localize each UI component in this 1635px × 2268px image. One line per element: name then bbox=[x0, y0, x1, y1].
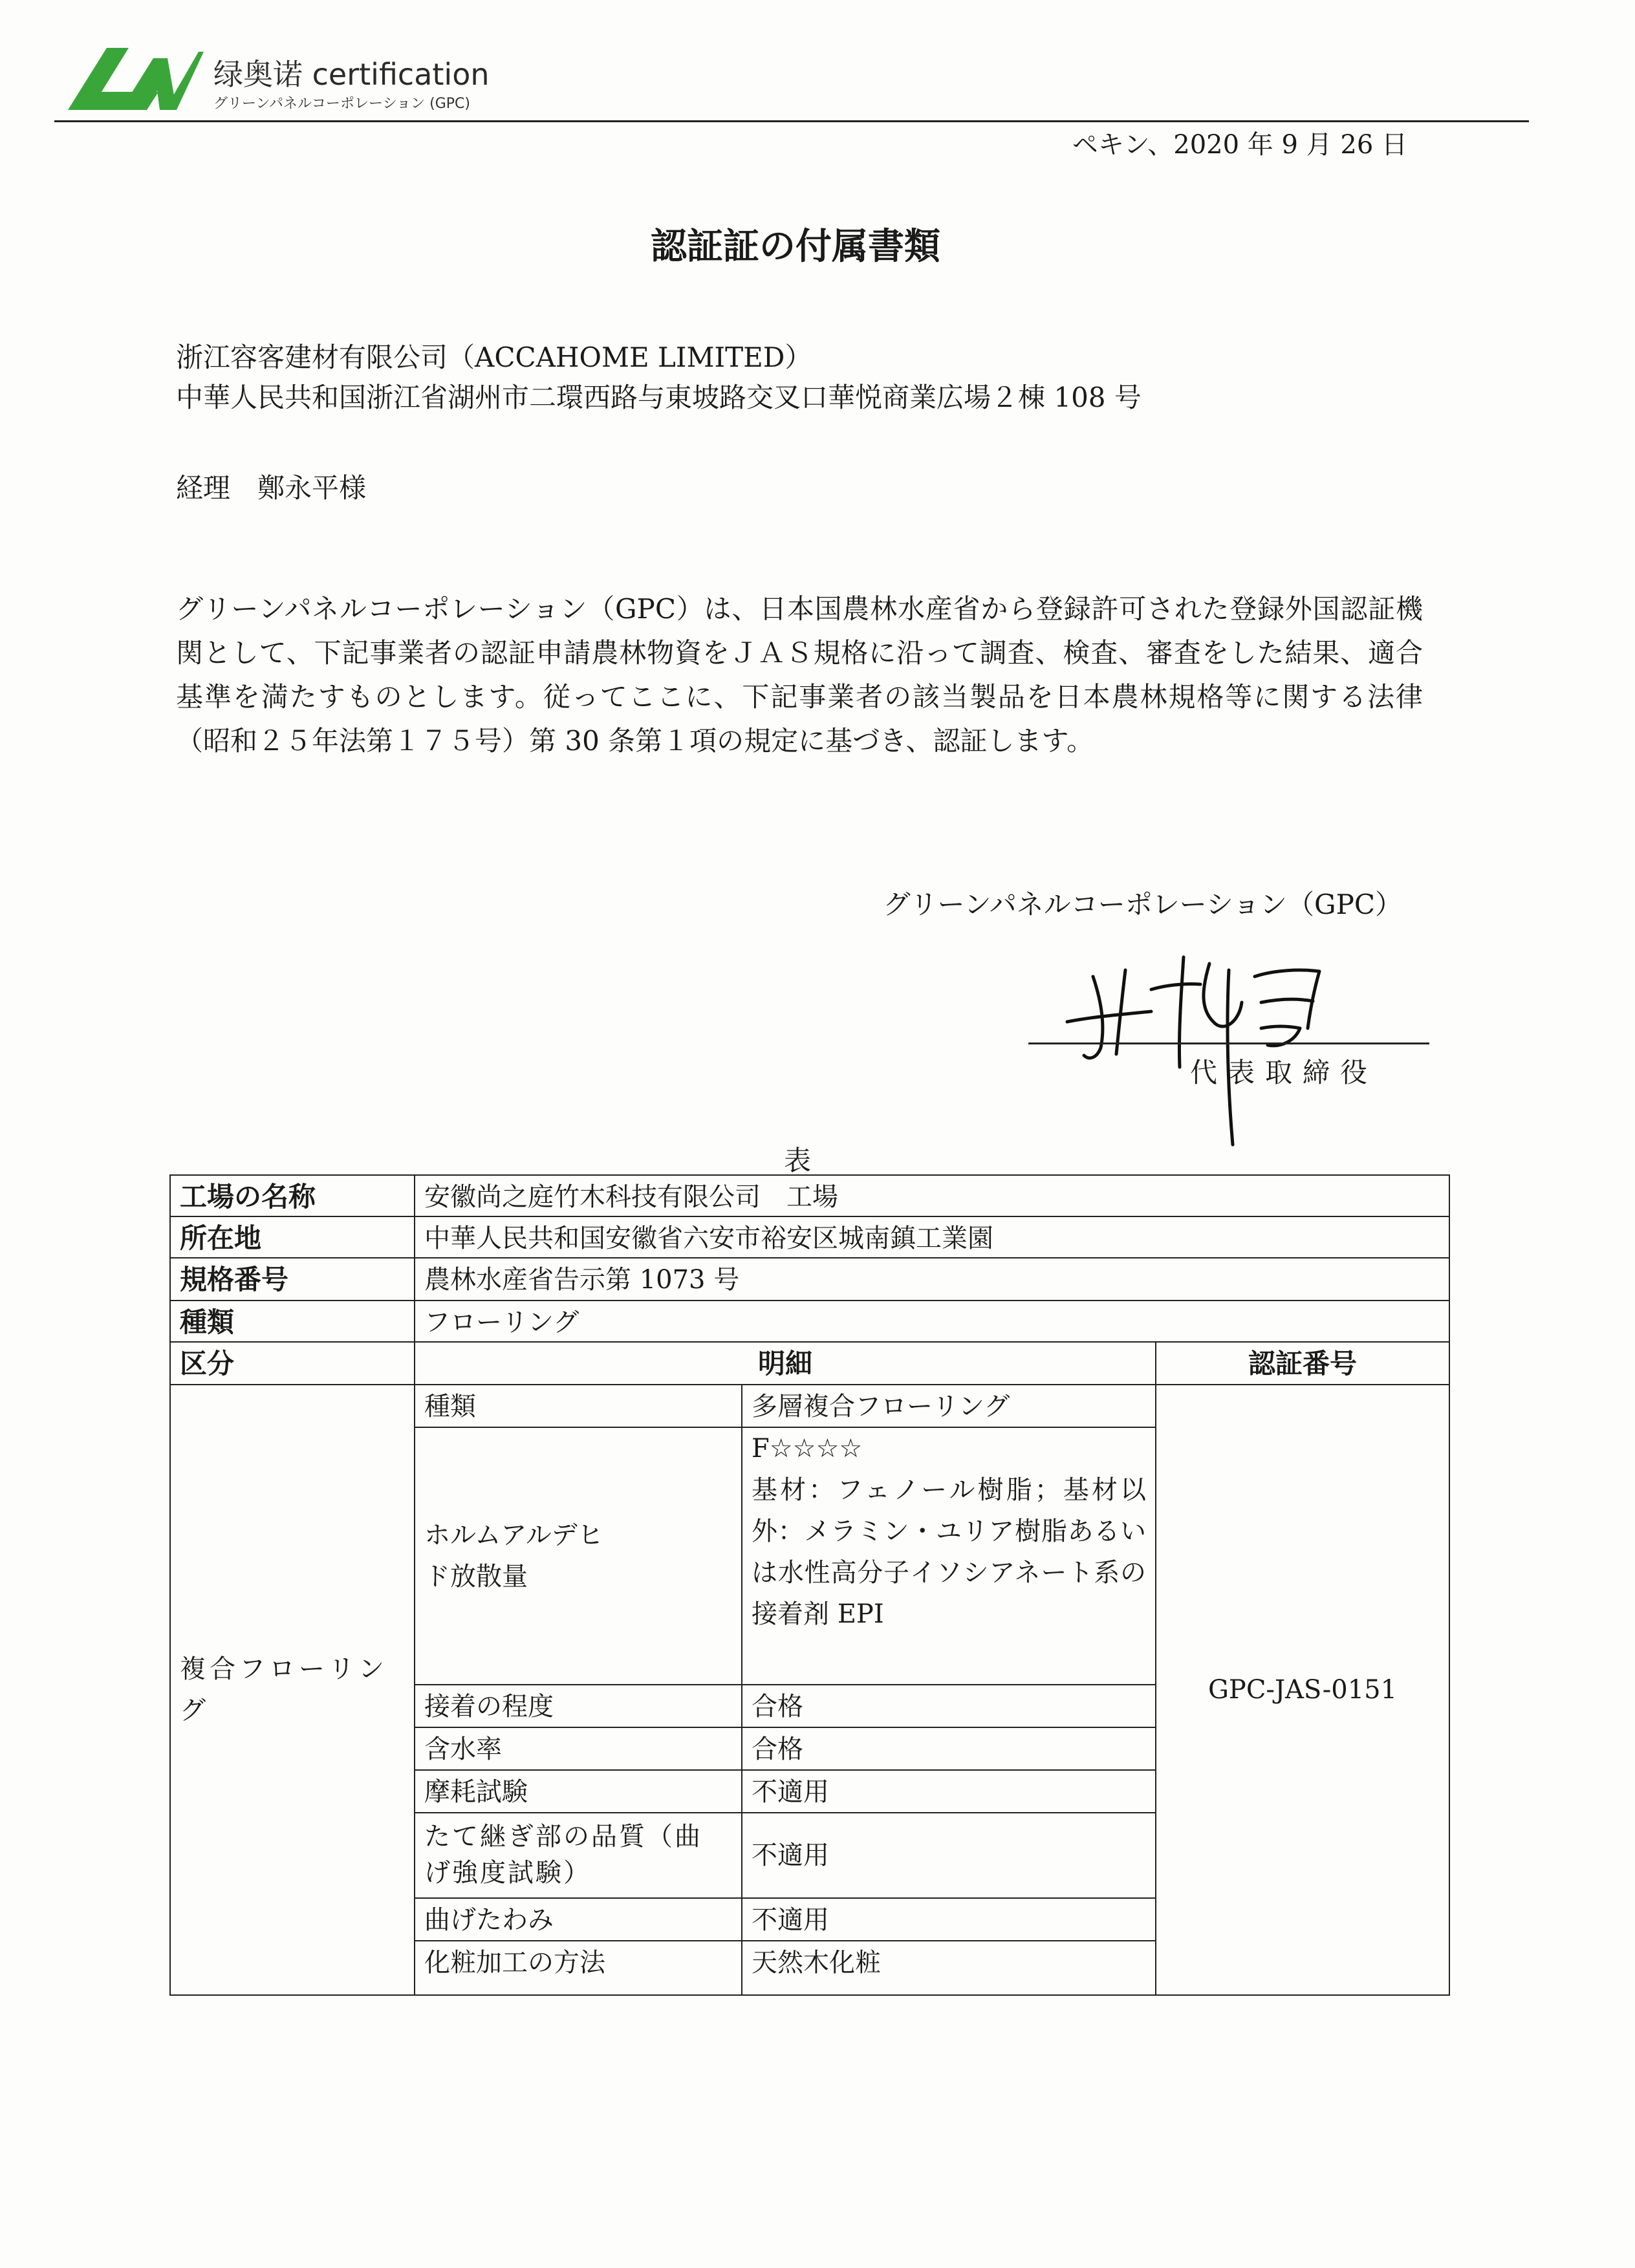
header-divider bbox=[54, 120, 1529, 122]
logo-subtitle: グリーンパネルコーポレーション (GPC) bbox=[213, 96, 470, 112]
detail-item: 曲げたわみ bbox=[414, 1897, 742, 1941]
standard-no-label: 規格番号 bbox=[169, 1257, 415, 1301]
cert-number-value: GPC-JAS-0151 bbox=[1207, 1675, 1398, 1705]
logo-text-en: certification bbox=[312, 57, 490, 92]
handwritten-signature bbox=[1054, 931, 1416, 1151]
location-label: 所在地 bbox=[169, 1216, 415, 1258]
detail-item-cell bbox=[414, 1812, 742, 1899]
signing-organization: グリーンパネルコーポレーション（GPC） bbox=[883, 889, 1402, 920]
gpc-logo-mark bbox=[61, 40, 204, 118]
factory-name-value: 安徽尚之庭竹木科技有限公司 工場 bbox=[414, 1174, 1450, 1217]
detail-item: 接着の程度 bbox=[414, 1684, 742, 1728]
detail-value: 不適用 bbox=[752, 1841, 829, 1870]
logo-text-cn: 绿奥诺 bbox=[213, 57, 303, 92]
cert-number-value-cell bbox=[1155, 1384, 1450, 1996]
issue-date: ペキン、2020 年 9 月 26 日 bbox=[1072, 130, 1407, 160]
logo-wordmark bbox=[213, 57, 490, 92]
detail-value: 多層複合フローリング bbox=[741, 1384, 1156, 1428]
document-title: 認証証の付属書類 bbox=[651, 226, 940, 268]
signature-line bbox=[1028, 1042, 1429, 1044]
formaldehyde-adhesive: 基材：フェノール樹脂；基材以外：メラミン・ユリア樹脂あるいは水性高分子イソシアネート系の接着剤 EPI bbox=[752, 1475, 1146, 1629]
type-value: フローリング bbox=[414, 1300, 1450, 1343]
detail-item: たて継ぎ部の品質（曲げ強度試験） bbox=[424, 1822, 702, 1888]
details-header: 明細 bbox=[414, 1341, 1156, 1385]
detail-item: ホルムアルデヒド放散量 bbox=[424, 1520, 603, 1592]
formaldehyde-value-cell bbox=[741, 1427, 1156, 1685]
recipient-company: 浙江容客建材有限公司（ACCAHOME LIMITED） bbox=[176, 341, 812, 373]
detail-value-cell bbox=[741, 1812, 1156, 1899]
detail-item: 摩耗試験 bbox=[414, 1769, 742, 1813]
standard-no-value: 農林水産省告示第 1073 号 bbox=[414, 1257, 1450, 1301]
detail-item: 種類 bbox=[414, 1384, 742, 1428]
detail-item: 化粧加工の方法 bbox=[414, 1940, 742, 1996]
cert-number-header: 認証番号 bbox=[1155, 1341, 1450, 1385]
recipient-address: 中華人民共和国浙江省湖州市二環西路与東坡路交叉口華悦商業広場２棟 108 号 bbox=[176, 382, 1142, 413]
recipient-addressee: 経理 鄭永平様 bbox=[176, 472, 367, 504]
formaldehyde-grade: F☆☆☆☆ bbox=[752, 1434, 863, 1463]
detail-value: 天然木化粧 bbox=[741, 1940, 1156, 1996]
category-header: 区分 bbox=[169, 1341, 415, 1385]
certification-statement: グリーンパネルコーポレーション（GPC）は、日本国農林水産省から登録許可された登録外国認証機関として、下記事業者の認証申請農林物資をＪＡＳ規格に沿って調査、検査、審査をした結果、適合基準を満たすものとします。従ってここに、下記事業者の該当製品を日本農林規格等に関する法律（昭和２５年法第１７５号）第 30 条第１項の規定に基づき、認証します。 bbox=[176, 593, 1423, 757]
location-value: 中華人民共和国安徽省六安市裕安区城南鎮工業園 bbox=[414, 1216, 1450, 1258]
category-value: 複合フローリング bbox=[180, 1654, 388, 1725]
detail-value: 不適用 bbox=[741, 1769, 1156, 1813]
type-label: 種類 bbox=[169, 1300, 415, 1343]
detail-value: 合格 bbox=[741, 1727, 1156, 1771]
detail-value: 不適用 bbox=[741, 1897, 1156, 1941]
category-value-cell bbox=[169, 1384, 415, 1996]
certification-table bbox=[169, 1174, 1450, 1996]
detail-item-cell bbox=[414, 1427, 742, 1685]
table-caption: 表 bbox=[784, 1145, 812, 1176]
factory-name-label: 工場の名称 bbox=[169, 1174, 415, 1217]
detail-value: 合格 bbox=[741, 1684, 1156, 1728]
signer-title: 代表取締役 bbox=[1190, 1057, 1378, 1088]
detail-item: 含水率 bbox=[414, 1727, 742, 1771]
